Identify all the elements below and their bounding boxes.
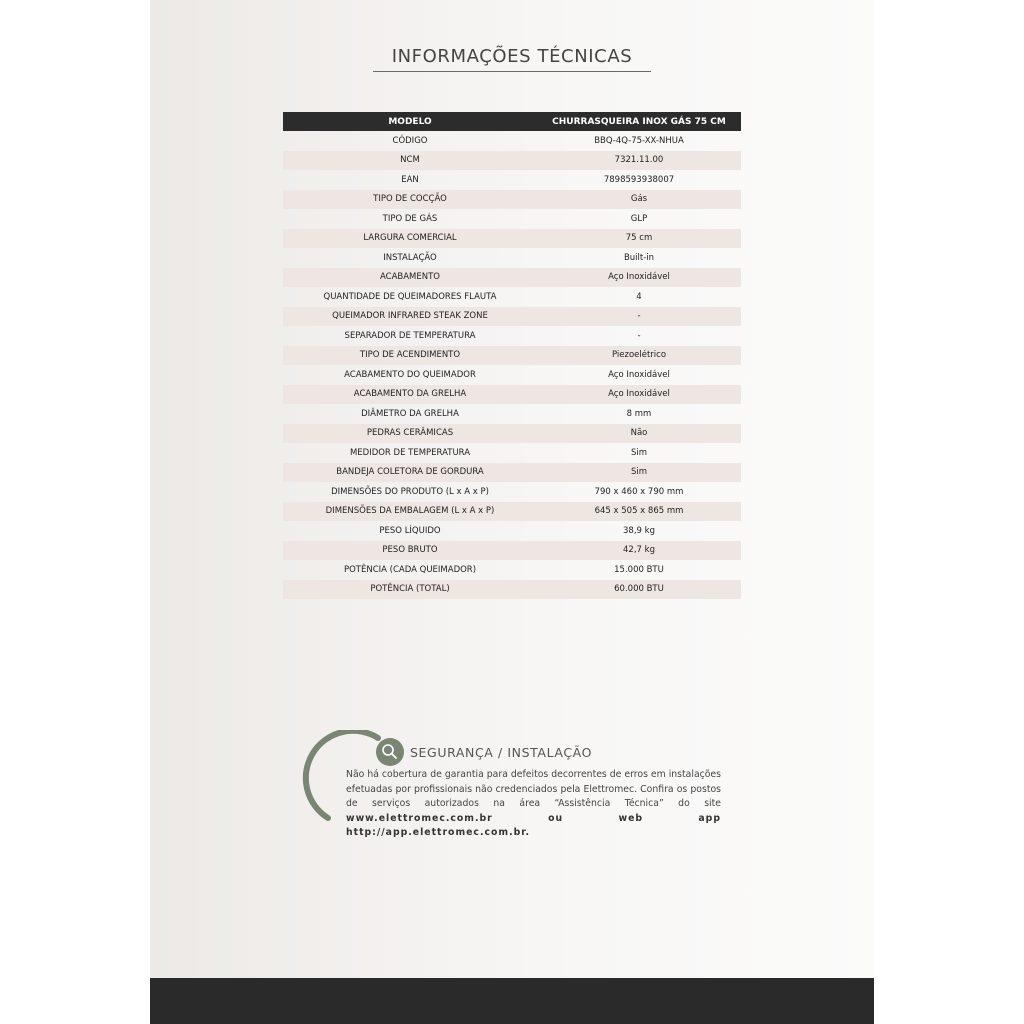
spec-value: Piezoelétrico <box>537 346 741 366</box>
spec-label: EAN <box>401 174 419 185</box>
table-row <box>283 190 741 210</box>
table-row <box>283 346 741 366</box>
spec-value: 60.000 BTU <box>537 580 741 600</box>
spec-value: 7898593938007 <box>603 174 675 185</box>
spec-label: TIPO DE ACENDIMENTO <box>283 346 537 366</box>
spec-label: PESO LÍQUIDO <box>379 525 441 536</box>
table-row <box>283 385 741 405</box>
specs-table-body <box>283 131 741 599</box>
spec-label: POTÊNCIA (CADA QUEIMADOR) <box>343 564 477 575</box>
spec-value: Sim <box>630 447 648 458</box>
spec-label: CÓDIGO <box>392 135 428 146</box>
security-text <box>346 768 721 841</box>
spec-value: - <box>537 307 741 327</box>
table-row <box>283 287 741 307</box>
table-row <box>283 151 741 171</box>
spec-value: Aço Inoxidável <box>537 268 741 288</box>
spec-label: SEPARADOR DE TEMPERATURA <box>344 330 476 341</box>
table-row <box>283 131 741 151</box>
spec-label: QUANTIDADE DE QUEIMADORES FLAUTA <box>323 291 497 302</box>
spec-label: QUEIMADOR INFRARED STEAK ZONE <box>283 307 537 327</box>
spec-label: DIMENSÕES DO PRODUTO (L x A x P) <box>331 486 489 497</box>
spec-value: 42,7 kg <box>537 541 741 561</box>
spec-value: Aço Inoxidável <box>608 369 670 380</box>
title-underline <box>373 71 651 72</box>
spec-label: PEDRAS CERÂMICAS <box>283 424 537 444</box>
table-row <box>283 482 741 502</box>
spec-value: 4 <box>636 291 642 302</box>
table-row <box>283 443 741 463</box>
spec-label: MEDIDOR DE TEMPERATURA <box>349 447 471 458</box>
spec-label: NCM <box>283 151 537 171</box>
security-body: Não há cobertura de garantia para defeitos decorrentes de erros em instalações efetuadas por profissionais não credenciados pela Elettromec. Confira os postos de serviços autorizados na área “Assistência Técnica” do site <box>346 769 721 810</box>
table-row <box>283 307 741 327</box>
page-title: INFORMAÇÕES TÉCNICAS <box>391 46 633 67</box>
spec-label: PESO BRUTO <box>283 541 537 561</box>
spec-value: - <box>637 330 641 341</box>
table-header-cell: MODELO <box>283 112 537 131</box>
spec-value: Built-in <box>623 252 655 263</box>
spec-label: POTÊNCIA (TOTAL) <box>283 580 537 600</box>
security-links: www.elettromec.com.br ou web app http://app.elettromec.com.br. <box>346 812 721 839</box>
spec-value: Sim <box>537 463 741 483</box>
table-header-cell: CHURRASQUEIRA INOX GÁS 75 CM <box>537 112 741 131</box>
spec-value: 645 x 505 x 865 mm <box>537 502 741 522</box>
table-row <box>283 424 741 444</box>
table-row <box>283 209 741 229</box>
spec-label: TIPO DE GÁS <box>382 213 438 224</box>
table-row <box>283 229 741 249</box>
table-row <box>283 248 741 268</box>
spec-value: Gás <box>537 190 741 210</box>
table-row <box>283 560 741 580</box>
table-row <box>283 463 741 483</box>
spec-label: LARGURA COMERCIAL <box>283 229 537 249</box>
document-page <box>150 0 874 1024</box>
spec-label: ACABAMENTO DA GRELHA <box>283 385 537 405</box>
spec-label: TIPO DE COCÇÃO <box>283 190 537 210</box>
table-row <box>283 580 741 600</box>
spec-value: 75 cm <box>537 229 741 249</box>
table-row <box>283 268 741 288</box>
spec-label: BANDEJA COLETORA DE GORDURA <box>283 463 537 483</box>
spec-label: ACABAMENTO DO QUEIMADOR <box>344 369 476 380</box>
table-row <box>283 365 741 385</box>
spec-value: 790 x 460 x 790 mm <box>594 486 684 497</box>
search-icon <box>376 738 404 766</box>
spec-label: DIMENSÕES DA EMBALAGEM (L x A x P) <box>283 502 537 522</box>
spec-value: Não <box>537 424 741 444</box>
spec-value: GLP <box>630 213 648 224</box>
table-row <box>283 404 741 424</box>
footer-bar <box>150 978 874 1024</box>
spec-value: 15.000 BTU <box>614 564 664 575</box>
spec-value: 7321.11.00 <box>537 151 741 171</box>
spec-label: ACABAMENTO <box>283 268 537 288</box>
spec-value: 38,9 kg <box>623 525 655 536</box>
spec-label: DIÂMETRO DA GRELHA <box>361 408 459 419</box>
table-row <box>283 541 741 561</box>
spec-value: BBQ-4Q-75-XX-NHUA <box>594 135 684 146</box>
spec-label: INSTALAÇÃO <box>383 252 437 263</box>
table-row <box>283 521 741 541</box>
table-row <box>283 170 741 190</box>
table-row <box>283 326 741 346</box>
table-row <box>283 502 741 522</box>
spec-value: 8 mm <box>626 408 652 419</box>
specs-table <box>283 112 741 599</box>
security-title: SEGURANÇA / INSTALAÇÃO <box>410 745 593 760</box>
table-header-row <box>283 112 741 131</box>
spec-value: Aço Inoxidável <box>537 385 741 405</box>
